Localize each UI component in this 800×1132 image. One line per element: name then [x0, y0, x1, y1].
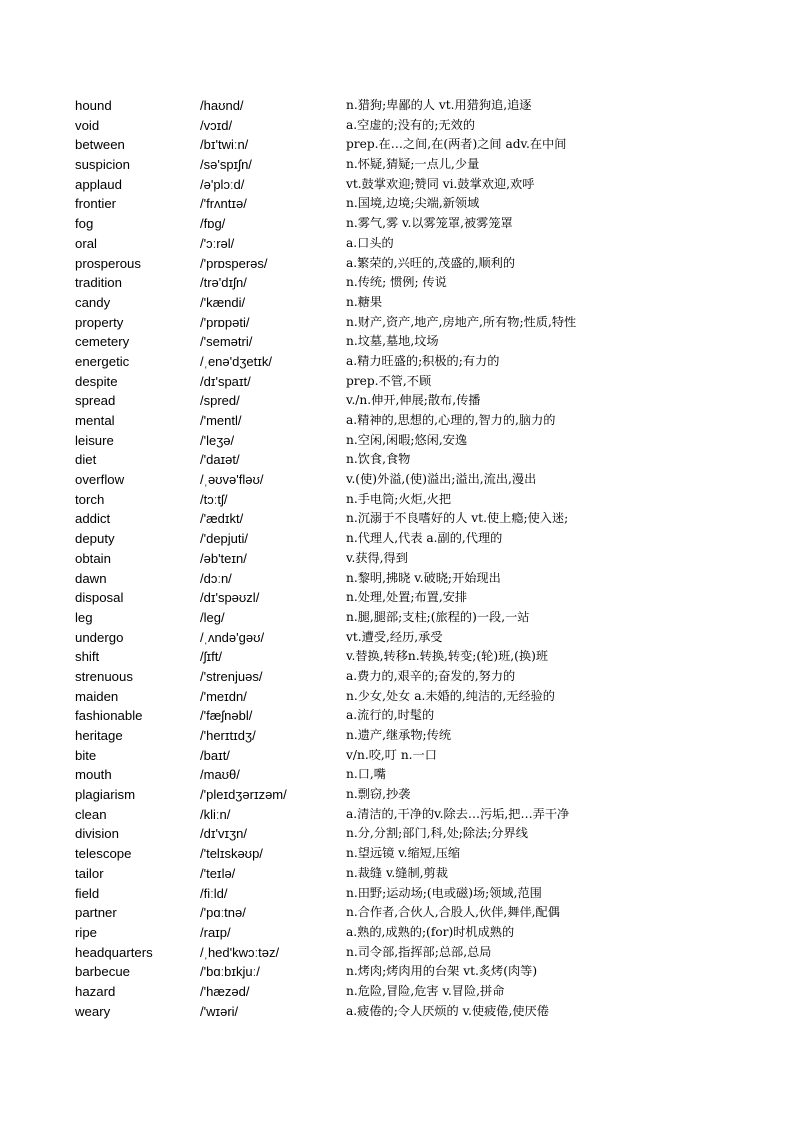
vocab-row — [0, 746, 800, 766]
vocab-word: torch — [75, 491, 105, 507]
vocab-row — [0, 628, 800, 648]
vocab-phonetic: /'herɪtɪdʒ/ — [200, 728, 256, 743]
vocab-word: addict — [75, 511, 111, 527]
vocab-definition: n.少女,处女 a.未婚的,纯洁的,无经验的 — [346, 688, 555, 703]
vocab-definition: n.处理,处置;布置,安排 — [346, 590, 468, 605]
vocab-row — [0, 155, 800, 175]
vocab-row — [0, 529, 800, 549]
vocab-word: applaud — [75, 176, 122, 192]
vocab-definition: n.空闲,闲暇;悠闲,安逸 — [346, 432, 468, 447]
vocab-phonetic: /leg/ — [200, 609, 225, 625]
vocab-phonetic: /əb'teɪn/ — [200, 550, 247, 566]
vocab-word: fog — [75, 216, 94, 232]
vocab-phonetic: /ə'plɔːd/ — [200, 176, 245, 192]
vocab-phonetic: /ˌəʊvə'fləʊ/ — [200, 472, 264, 488]
vocab-word: diet — [75, 452, 97, 468]
vocab-definition: v.替换,转移n.转换,转变;(轮)班,(换)班 — [346, 649, 549, 664]
vocab-word: cemetery — [75, 334, 130, 350]
vocab-definition: prep.在…之间,在(两者)之间 adv.在中间 — [346, 137, 567, 152]
vocab-definition: n.分,分割;部门,科,处;除法;分界线 — [346, 826, 528, 841]
vocab-definition: n.裁缝 v.缝制,剪裁 — [346, 865, 448, 880]
vocab-row — [0, 431, 800, 451]
vocab-definition: n.危险,冒险,危害 v.冒险,拼命 — [346, 983, 505, 998]
vocab-word: disposal — [75, 590, 124, 606]
vocab-word: barbecue — [75, 964, 130, 980]
vocab-word: mouth — [75, 767, 112, 783]
vocab-row — [0, 864, 800, 884]
vocab-word: deputy — [75, 531, 115, 547]
vocab-row — [0, 194, 800, 214]
vocab-definition: n.猎狗;卑鄙的人 vt.用猎狗追,追逐 — [346, 98, 532, 112]
vocab-row — [0, 411, 800, 431]
vocab-row — [0, 313, 800, 333]
vocab-row — [0, 1002, 800, 1022]
vocab-phonetic: /trə'dɪʃn/ — [200, 275, 247, 291]
vocab-phonetic: /dɪ'spəʊzl/ — [200, 590, 260, 606]
vocab-definition: n.剽窃,抄袭 — [346, 787, 411, 802]
vocab-word: partner — [75, 905, 117, 921]
vocab-phonetic: /bɪ'twiːn/ — [200, 137, 249, 153]
vocab-phonetic: /dɪ'vɪʒn/ — [200, 826, 248, 842]
vocab-phonetic: /tɔːtʃ/ — [200, 491, 228, 507]
vocab-definition: n.合作者,合伙人,合股人,伙伴,舞伴,配偶 — [346, 905, 560, 920]
vocab-phonetic: /spred/ — [200, 393, 240, 409]
vocab-word: despite — [75, 373, 118, 389]
vocab-word: plagiarism — [75, 787, 136, 803]
vocab-word: leisure — [75, 432, 114, 448]
vocab-phonetic: /dɪ'spaɪt/ — [200, 373, 251, 389]
vocab-row — [0, 706, 800, 726]
vocab-definition: a.空虚的;没有的;无效的 — [346, 117, 476, 132]
vocab-word: between — [75, 137, 125, 153]
vocab-definition: a.费力的,艰辛的;奋发的,努力的 — [346, 668, 516, 683]
vocab-row — [0, 687, 800, 707]
vocab-phonetic: /fɒg/ — [200, 216, 226, 232]
vocab-row — [0, 470, 800, 490]
vocab-word: hound — [75, 98, 112, 113]
vocab-word: property — [75, 314, 124, 330]
vocab-phonetic: /'pɑːtnə/ — [200, 905, 246, 921]
vocab-row — [0, 391, 800, 411]
vocab-word: division — [75, 826, 119, 842]
vocabulary-list — [0, 96, 800, 1021]
vocab-row — [0, 96, 800, 116]
vocab-phonetic: /sə'spɪʃn/ — [200, 157, 252, 173]
vocab-definition: n.口,嘴 — [346, 767, 386, 782]
vocab-row — [0, 450, 800, 470]
vocab-row — [0, 135, 800, 155]
vocab-row — [0, 372, 800, 392]
vocab-phonetic: /'kændi/ — [200, 294, 246, 310]
vocab-phonetic: /ˌʌndə'gəʊ/ — [200, 629, 265, 645]
vocab-definition: n.国境,边境;尖端,新领域 — [346, 196, 480, 211]
vocab-phonetic: /maʊθ/ — [200, 767, 240, 783]
vocab-row — [0, 844, 800, 864]
vocab-word: weary — [75, 1003, 111, 1019]
vocab-word: maiden — [75, 688, 119, 704]
vocab-phonetic: /'fæʃnəbl/ — [200, 708, 253, 724]
vocab-word: field — [75, 885, 100, 901]
vocab-phonetic: /'meɪdn/ — [200, 688, 247, 704]
vocab-row — [0, 765, 800, 785]
vocab-word: tailor — [75, 865, 104, 881]
vocab-word: prosperous — [75, 255, 141, 271]
vocab-definition: n.沉溺于不良嗜好的人 vt.使上瘾;使入迷; — [346, 511, 569, 526]
vocab-definition: a.清洁的,干净的v.除去…污垢,把…弄干净 — [346, 806, 570, 821]
vocab-word: candy — [75, 294, 111, 310]
vocab-row — [0, 785, 800, 805]
vocab-definition: v/n.咬,叮 n.一口 — [346, 747, 437, 762]
vocab-definition: n.传统; 惯例; 传说 — [346, 275, 447, 290]
vocab-phonetic: /ˌhed'kwɔːtəz/ — [200, 944, 280, 960]
vocab-definition: n.糖果 — [346, 294, 383, 309]
vocab-row — [0, 352, 800, 372]
vocab-word: void — [75, 117, 100, 133]
vocab-definition: n.田野;运动场;(电或磁)场;领域,范围 — [346, 885, 542, 900]
vocab-phonetic: /'hæzəd/ — [200, 983, 250, 999]
vocab-row — [0, 824, 800, 844]
vocab-word: leg — [75, 609, 93, 625]
vocab-phonetic: /ˌenə'dʒetɪk/ — [200, 353, 273, 369]
vocab-definition: n.腿,腿部;支柱;(旅程的)一段,一站 — [346, 609, 530, 624]
vocab-definition: n.饮食,食物 — [346, 452, 411, 467]
vocab-definition: v./n.伸开,伸展;散布,传播 — [346, 393, 481, 408]
vocab-word: dawn — [75, 570, 107, 586]
vocab-row — [0, 608, 800, 628]
vocab-word: clean — [75, 806, 107, 822]
vocab-phonetic: /'mentl/ — [200, 413, 242, 428]
vocab-phonetic: /raɪp/ — [200, 924, 231, 940]
vocab-row — [0, 569, 800, 589]
vocab-word: heritage — [75, 728, 123, 743]
vocab-word: telescope — [75, 846, 132, 862]
vocab-phonetic: /'ɔːrəl/ — [200, 235, 235, 251]
vocab-phonetic: /'frʌntɪə/ — [200, 196, 247, 212]
vocab-phonetic: /'teɪlə/ — [200, 865, 236, 881]
vocab-definition: a.口头的 — [346, 235, 394, 250]
vocab-phonetic: /'pleɪdʒərɪzəm/ — [200, 787, 287, 803]
vocab-definition: vt.鼓掌欢迎;赞同 vi.鼓掌欢迎,欢呼 — [346, 176, 535, 191]
vocab-row — [0, 667, 800, 687]
vocab-row — [0, 923, 800, 943]
vocab-row — [0, 726, 800, 746]
vocab-phonetic: /'wɪəri/ — [200, 1003, 239, 1019]
vocab-phonetic: /vɔɪd/ — [200, 117, 233, 133]
vocab-word: ripe — [75, 924, 97, 940]
vocab-definition: a.熟的,成熟的;(for)时机成熟的 — [346, 924, 515, 939]
vocab-phonetic: /dɔːn/ — [200, 570, 232, 586]
vocab-word: overflow — [75, 472, 125, 488]
vocab-definition: n.坟墓,墓地,坟场 — [346, 334, 439, 349]
vocab-phonetic: /'daɪət/ — [200, 452, 240, 468]
vocab-definition: n.手电筒;火炬,火把 — [346, 491, 452, 506]
vocab-phonetic: /fiːld/ — [200, 885, 228, 901]
vocab-word: bite — [75, 747, 97, 763]
vocab-word: energetic — [75, 353, 130, 369]
vocab-phonetic: /'bɑːbɪkjuː/ — [200, 964, 260, 980]
vocab-word: oral — [75, 235, 97, 251]
vocab-phonetic: /'leʒə/ — [200, 432, 235, 448]
vocab-word: hazard — [75, 983, 116, 999]
vocab-phonetic: /kliːn/ — [200, 806, 231, 822]
vocab-row — [0, 509, 800, 529]
vocab-word: strenuous — [75, 668, 133, 684]
vocab-row — [0, 549, 800, 569]
vocab-phonetic: /'strenjuəs/ — [200, 668, 263, 684]
vocab-definition: a.繁荣的,兴旺的,茂盛的,顺利的 — [346, 255, 516, 270]
vocab-word: obtain — [75, 550, 111, 566]
vocab-definition: n.司令部,指挥部;总部,总局 — [346, 944, 492, 959]
vocab-word: frontier — [75, 196, 117, 212]
vocab-row — [0, 588, 800, 608]
vocab-row — [0, 982, 800, 1002]
vocab-phonetic: /'prɒsperəs/ — [200, 255, 268, 271]
vocab-row — [0, 234, 800, 254]
vocab-definition: vt.遭受,经历,承受 — [346, 629, 443, 644]
vocab-phonetic: /baɪt/ — [200, 747, 230, 763]
vocab-definition: a.精神的,思想的,心理的,智力的,脑力的 — [346, 413, 556, 427]
vocab-definition: n.望远镜 v.缩短,压缩 — [346, 846, 461, 861]
vocab-row — [0, 884, 800, 904]
vocab-definition: a.疲倦的;令人厌烦的 v.使疲倦,使厌倦 — [346, 1003, 549, 1018]
vocab-phonetic: /ʃɪft/ — [200, 649, 222, 665]
vocab-row — [0, 214, 800, 234]
vocab-phonetic: /'prɒpəti/ — [200, 314, 250, 330]
vocab-word: tradition — [75, 275, 122, 291]
vocab-word: suspicion — [75, 157, 130, 173]
vocab-word: headquarters — [75, 944, 153, 960]
vocab-definition: prep.不管,不顾 — [346, 373, 432, 388]
vocab-phonetic: /'semətri/ — [200, 334, 253, 350]
vocab-word: spread — [75, 393, 116, 409]
vocab-definition: n.遗产,继承物;传统 — [346, 728, 452, 742]
vocab-word: undergo — [75, 629, 124, 645]
vocab-phonetic: /'telɪskəʊp/ — [200, 846, 263, 862]
vocab-row — [0, 116, 800, 136]
vocab-definition: n.怀疑,猜疑;一点儿,少量 — [346, 157, 480, 172]
vocab-row — [0, 647, 800, 667]
vocab-row — [0, 962, 800, 982]
vocab-definition: n.雾气,雾 v.以雾笼罩,被雾笼罩 — [346, 216, 513, 231]
vocab-phonetic: /'ædɪkt/ — [200, 511, 244, 527]
vocab-word: shift — [75, 649, 100, 665]
vocab-definition: v.获得,得到 — [346, 550, 408, 565]
vocab-definition: a.流行的,时髦的 — [346, 708, 435, 723]
vocab-row — [0, 490, 800, 510]
vocab-definition: a.精力旺盛的;积极的;有力的 — [346, 353, 500, 368]
vocab-row — [0, 273, 800, 293]
vocab-word: fashionable — [75, 708, 143, 724]
vocab-phonetic: /haʊnd/ — [200, 98, 244, 113]
vocab-definition: n.财产,资产,地产,房地产,所有物;性质,特性 — [346, 314, 577, 329]
vocab-row — [0, 332, 800, 352]
vocab-phonetic: /'depjuti/ — [200, 531, 249, 547]
vocab-row — [0, 903, 800, 923]
vocab-row — [0, 175, 800, 195]
vocab-row — [0, 943, 800, 963]
vocab-row — [0, 254, 800, 274]
vocab-row — [0, 293, 800, 313]
vocab-word: mental — [75, 413, 115, 428]
vocab-definition: n.黎明,拂晓 v.破晓;开始现出 — [346, 570, 501, 585]
vocab-definition: n.烤肉;烤肉用的台架 vt.炙烤(肉等) — [346, 964, 538, 979]
vocab-definition: n.代理人,代表 a.副的,代理的 — [346, 531, 503, 546]
vocab-row — [0, 805, 800, 825]
vocab-definition: v.(使)外溢,(使)溢出;溢出,流出,漫出 — [346, 472, 537, 487]
